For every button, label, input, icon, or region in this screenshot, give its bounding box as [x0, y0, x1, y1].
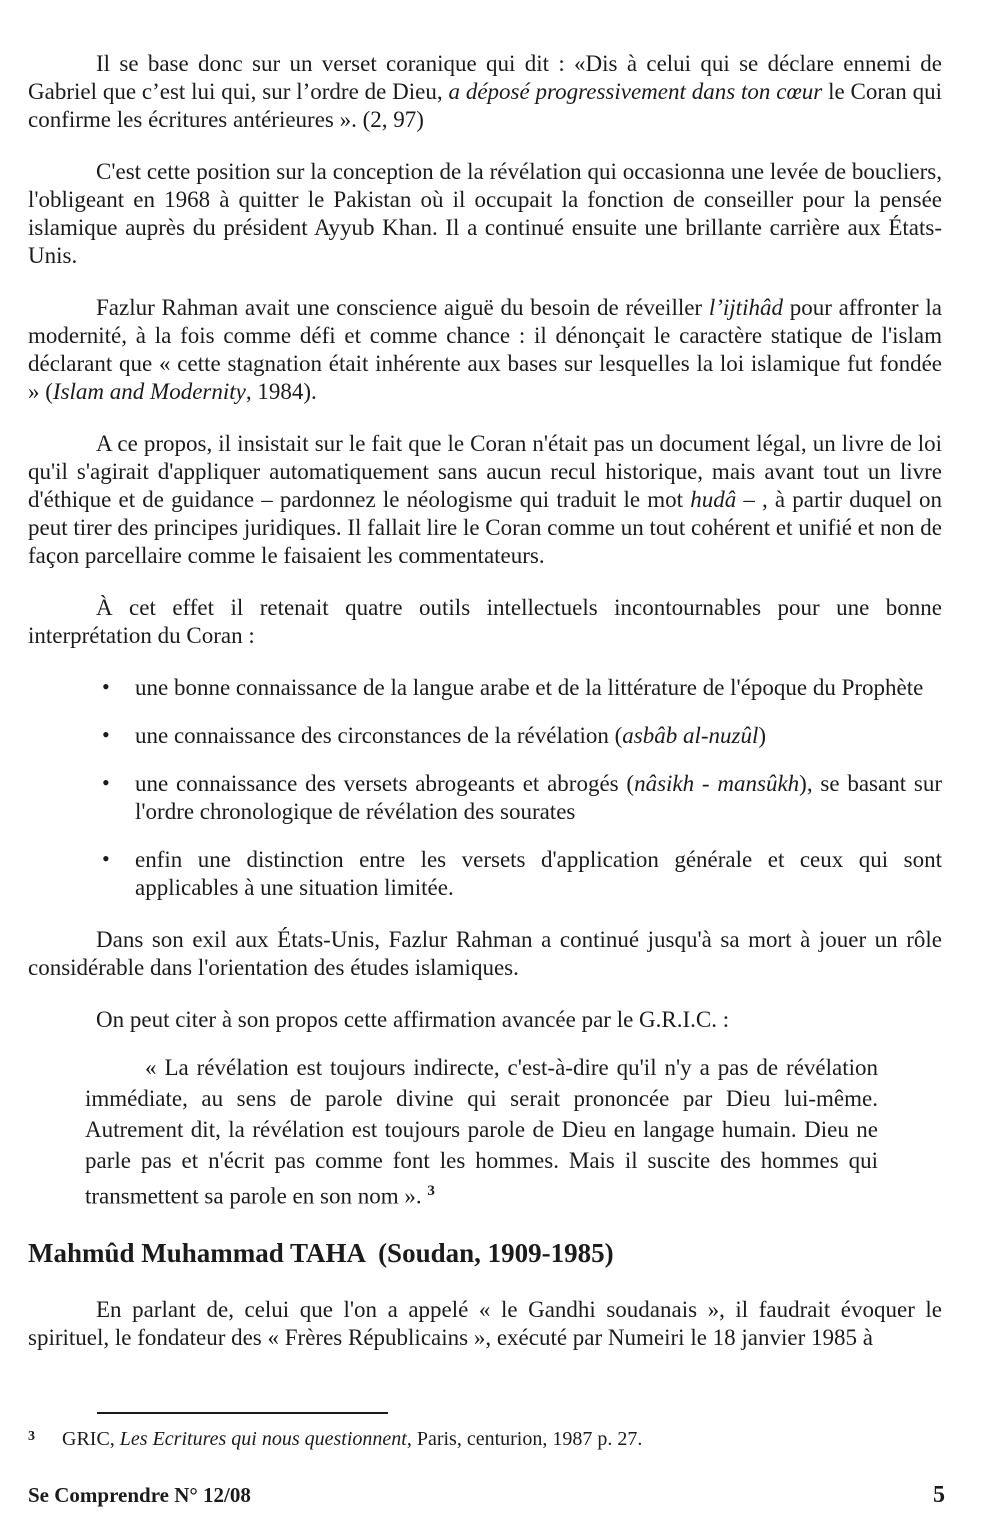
italic-term-huda: hudâ	[690, 487, 737, 512]
list-item	[28, 846, 942, 902]
footnote-area	[28, 1412, 942, 1452]
footnote-separator-rule	[97, 1412, 388, 1414]
bullet-icon: •	[102, 722, 110, 747]
text-run: A ce propos, il insistait sur le fait que le Coran n'était pas un document légal, un livre de loi qu'il s'agirait d'appliquer automatiquement sans aucun recul historique, mais avant tout un livre d'éthique et de guidance – pardonnez le néologisme qui traduit le mot	[28, 431, 942, 512]
footnote-3	[28, 1427, 942, 1452]
journal-title: Se Comprendre N° 12/08	[28, 1483, 251, 1507]
text-run: On peut citer à son propos cette affirmation avancée par le G.R.I.C. :	[96, 1007, 730, 1032]
text-run: enfin une distinction entre les versets d'application générale et ceux qui sont applicables à une situation limitée.	[135, 847, 942, 900]
text-run: Dans son exil aux États-Unis, Fazlur Rahman a continué jusqu'à sa mort à jouer un rôle considérable dans l'orientation des études islamiques.	[28, 927, 942, 980]
text-run: – , à partir duquel on peut tirer des principes juridiques. Il fallait lire le Coran comme un tout cohérent et unifié et non de façon parcellaire comme le faisaient les commentateurs.	[28, 487, 942, 568]
italic-term-ijtihad: l’ijtihâd	[708, 295, 783, 320]
text-run: , Paris, centurion, 1987 p. 27.	[406, 1428, 643, 1450]
italic-term-asbab: asbâb al-nuzûl	[622, 723, 759, 748]
footnote-marker: 3	[28, 1429, 35, 1444]
italic-term-nasikh: nâsikh - mansûkh	[634, 771, 800, 796]
text-run: « La révélation est toujours indirecte, c'est-à-dire qu'il n'y a pas de révélation immédiate, au sens de parole divine qui serait prononcée par Dieu lui-même. Autrement dit, la révélation est toujours parole de Dieu en langage humain. Dieu ne parle pas et n'écrit pas comme font les hommes. Mais il suscite des hommes qui transmettent sa parole en son nom ».	[85, 1055, 878, 1209]
gric-blockquote	[85, 1052, 878, 1212]
bullet-icon: •	[102, 674, 110, 699]
italic-verse-fragment: a déposé progressivement dans ton cœur	[448, 79, 823, 104]
text-run: Il se base donc sur un verset coranique qui dit : «Dis à celui qui se déclare ennemi de Gabriel que c’est lui qui, sur l’ordre de Dieu,	[28, 51, 942, 104]
list-item	[28, 722, 942, 750]
text-run: , 1984).	[245, 379, 317, 404]
italic-book-title: Islam and Modernity	[52, 379, 246, 404]
paragraph-coran-ethique	[28, 430, 942, 570]
paragraph-ijtihad	[28, 294, 942, 406]
paragraph-gric-leadin	[28, 1006, 942, 1034]
bullet-icon: •	[102, 846, 110, 871]
bullet-icon: •	[102, 770, 110, 795]
paragraph-quatre-outils	[28, 594, 942, 650]
text-run: pour affronter la modernité, à la fois comme défi et comme chance : il dénonçait le caractère statique de l'islam déclarant que « cette stagnation était inhérente aux bases sur lesquelles la loi islamique fut fondée » (	[28, 295, 942, 404]
paragraph-pakistan-exile	[28, 158, 942, 270]
paragraph-gandhi-soudanais	[28, 1296, 942, 1352]
text-run: le Coran qui confirme les écritures antérieures ». (2, 97)	[28, 79, 942, 132]
section-heading-taha: Mahmûd Muhammad TAHA (Soudan, 1909-1985)	[28, 1237, 614, 1268]
text-run: une connaissance des versets abrogeants et abrogés (	[135, 771, 635, 796]
list-item	[28, 770, 942, 826]
text-run: À cet effet il retenait quatre outils intellectuels incontournables pour une bonne interprétation du Coran :	[28, 595, 942, 648]
text-run: une connaissance des circonstances de la révélation (	[135, 723, 623, 748]
text-run: ), se basant sur l'ordre chronologique de révélation des sourates	[135, 771, 942, 824]
text-run: En parlant de, celui que l'on a appelé « le Gandhi soudanais », il faudrait évoquer le spirituel, le fondateur des « Frères Républicains », exécuté par Numeiri le 18 janvier 1985 à	[28, 1296, 942, 1350]
text-run: GRIC,	[62, 1428, 120, 1450]
tools-bullet-list	[28, 674, 942, 902]
page-number: 5	[933, 1482, 945, 1508]
paragraph-exil-etats-unis	[28, 926, 942, 982]
list-item	[28, 674, 942, 702]
text-run: )	[758, 723, 767, 748]
page-footer	[28, 1482, 945, 1509]
text-run: une bonne connaissance de la langue arabe et de la littérature de l'époque du Prophète	[135, 675, 924, 700]
text-run: Fazlur Rahman avait une conscience aiguë du besoin de réveiller	[96, 295, 709, 320]
paragraph-quran-verse	[28, 50, 942, 134]
text-run: C'est cette position sur la conception de la révélation qui occasionna une levée de boucliers, l'obligeant en 1968 à quitter le Pakistan où il occupait la fonction de conseiller pour la pensée islamique auprès du président Ayyub Khan. Il a continué ensuite une brillante carrière aux États-Unis.	[28, 159, 942, 268]
footnote-reference: 3	[427, 1183, 435, 1199]
page-body	[28, 0, 942, 1376]
italic-footnote-title: Les Ecritures qui nous questionnent	[119, 1428, 407, 1450]
